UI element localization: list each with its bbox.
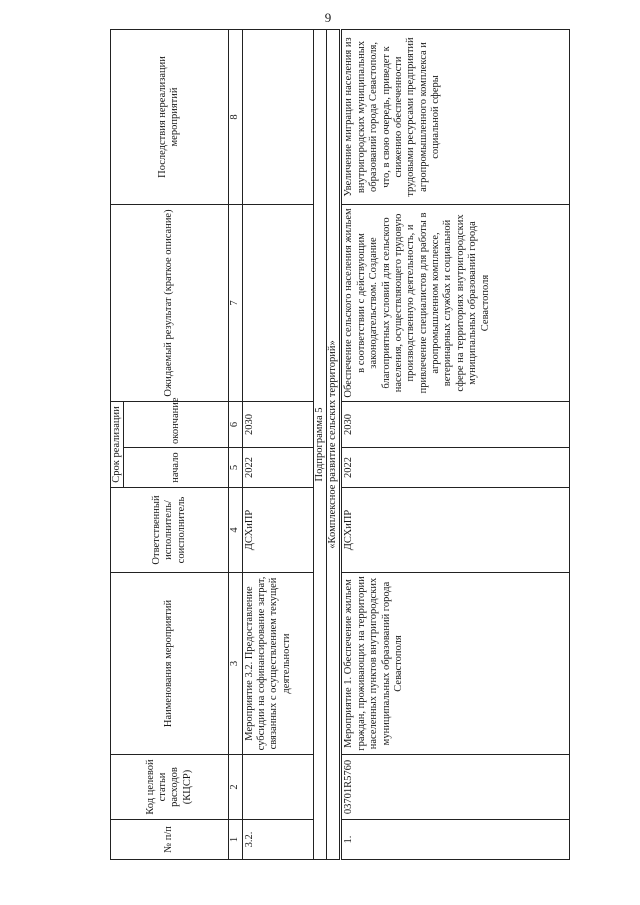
row-executor: ДСХиПР xyxy=(242,488,313,573)
column-number: 1 xyxy=(228,820,242,860)
row-name: Мероприятие 3.2. Предоставление субсидии на софинансирование затрат, связанных с осуществлением текущей деятельности xyxy=(242,573,313,755)
row-code: 03701R5760 xyxy=(341,755,570,820)
row-result xyxy=(242,204,313,401)
table-row-1 xyxy=(341,29,570,859)
header-code: Код целевой статьи расходов (КЦСР) xyxy=(111,755,229,820)
header-start: начало xyxy=(124,448,228,488)
row-end: 2030 xyxy=(242,401,313,447)
subprogram-title: Подпрограмма 5 xyxy=(313,29,326,859)
column-number: 4 xyxy=(228,488,242,573)
measures-table xyxy=(110,29,570,860)
row-name: Мероприятие 1. Обеспечение жильем граждан, проживающих на территории населенных пунктов внутригородских муниципальных образований города Севастополя xyxy=(341,573,570,755)
column-number: 7 xyxy=(228,204,242,401)
header-consequence: Последствия нереализации мероприятий xyxy=(111,29,229,204)
column-numbers-row xyxy=(228,29,242,859)
subprogram-title-row xyxy=(313,29,326,859)
row-code xyxy=(242,755,313,820)
header-result: Ожидаемый результат (краткое описание) xyxy=(111,204,229,401)
subprogram-name-row xyxy=(327,29,341,859)
row-consequence xyxy=(242,29,313,204)
header-end: окончание xyxy=(124,401,228,447)
header-name: Наименования мероприятий xyxy=(111,573,229,755)
rotated-table-wrapper xyxy=(110,30,570,860)
column-number: 3 xyxy=(228,573,242,755)
header-executor: Ответственный исполнитель/ соисполнитель xyxy=(111,488,229,573)
row-result: Обеспечение сельского населения жильем в соответствии с действующим законодательством. Создание благоприятных условий для сельского населения, осуществляющего трудовую производственную деятельность, и привлечение специалистов для работы в агропромышленном комплексе, ветеринарных службах и социальной сфере на территориях внутригородских муниципальных образований города Севастополя xyxy=(341,204,570,401)
subprogram-name: «Комплексное развитие сельских территорий» xyxy=(327,29,341,859)
column-number: 8 xyxy=(228,29,242,204)
row-start: 2022 xyxy=(341,448,570,488)
column-number: 6 xyxy=(228,401,242,447)
column-number: 2 xyxy=(228,755,242,820)
row-end: 2030 xyxy=(341,401,570,447)
header-num: № п/п xyxy=(111,820,229,860)
row-start: 2022 xyxy=(242,448,313,488)
header-term: Срок реализации xyxy=(111,401,124,487)
header-row xyxy=(111,29,124,859)
table-row-3-2 xyxy=(242,29,313,859)
row-num: 1. xyxy=(341,820,570,860)
row-num: 3.2. xyxy=(242,820,313,860)
row-executor: ДСХиПР xyxy=(341,488,570,573)
row-consequence: Увеличение миграции населения из внутригородских муниципальных образований города Севастополя, что, в свою очередь, приведет к снижению обеспеченности трудовыми ресурсами предприятий агропромышленного комплекса и социальной сферы xyxy=(341,29,570,204)
page-number: 9 xyxy=(324,10,332,25)
column-number: 5 xyxy=(228,448,242,488)
